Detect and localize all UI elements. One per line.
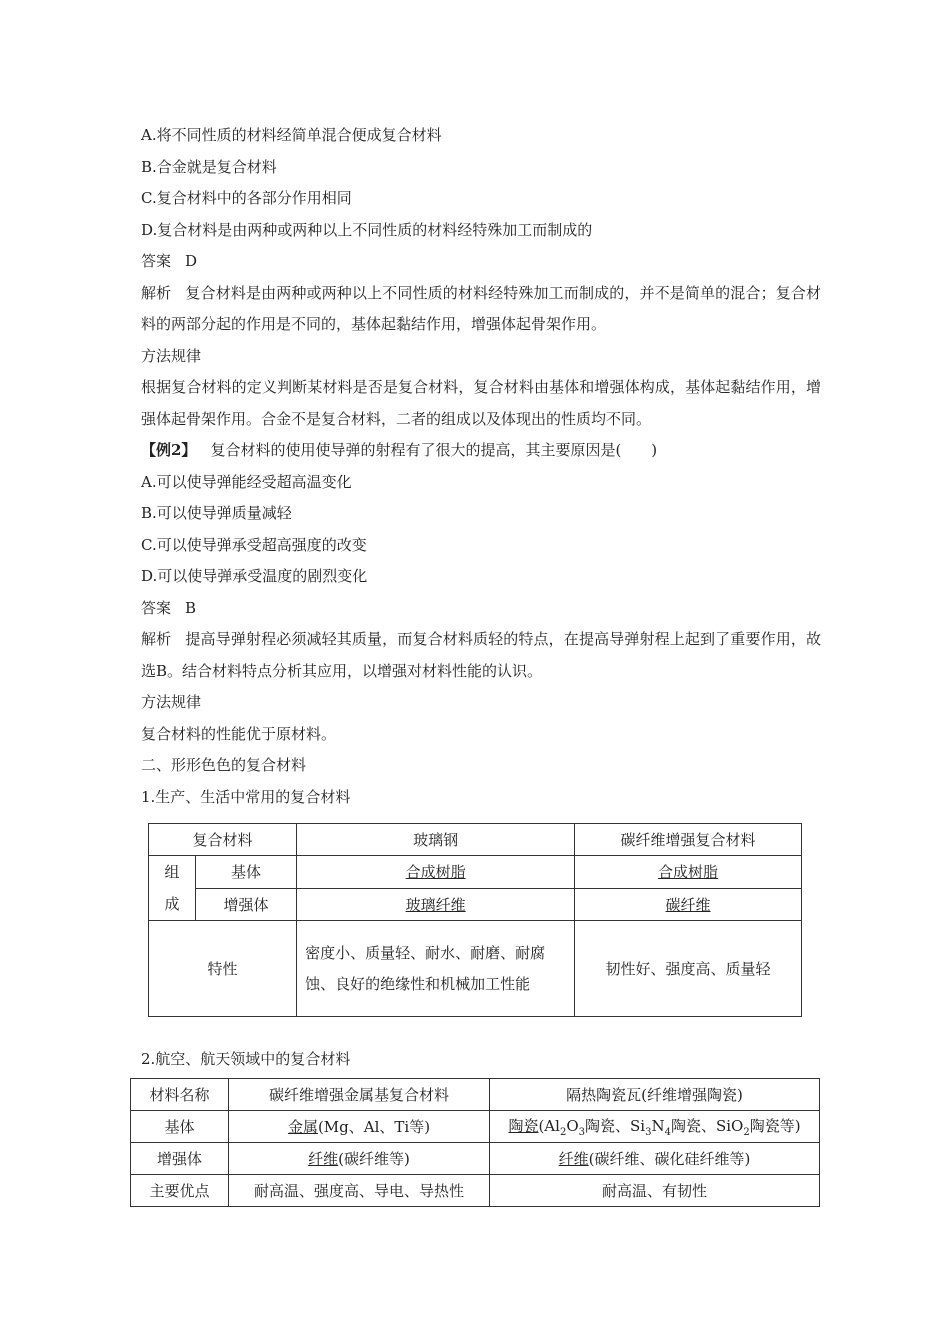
composite-materials-table	[148, 823, 802, 1017]
q1-option-a: A.将不同性质的材料经简单混合便成复合材料	[141, 126, 442, 144]
row-label: 增强体	[196, 888, 297, 921]
analysis-text: 复合材料是由两种或两种以上不同性质的材料经特殊加工而制成的，并不是简单的混合；复合材料的两部分起的作用是不同的，基体起黏结作用，增强体起骨架作用。	[141, 283, 821, 333]
example-tag: 【例2】	[141, 441, 197, 459]
q2-stem-text: 复合材料的使用使导弹的射程有了很大的提高，其主要原因是( )	[210, 441, 658, 459]
q2-method-label: 方法规律	[141, 693, 202, 711]
q2-option-d: D.可以使导弹承受温度的剧烈变化	[141, 567, 368, 585]
table-cell: 合成树脂	[575, 856, 802, 889]
row-label: 特性	[149, 921, 297, 1017]
answer-label: 答案	[141, 598, 172, 617]
table-cell: 碳纤维	[575, 888, 802, 921]
q1-analysis	[141, 278, 821, 341]
table-cell: 韧性好、强度高、质量轻	[575, 921, 802, 1017]
table-cell: 金属(Mg、Al、Ti等)	[229, 1111, 490, 1143]
row-label: 主要优点	[131, 1175, 229, 1207]
q2-option-a: A.可以使导弹能经受超高温变化	[141, 472, 352, 491]
table-cell: 陶瓷($Al_2O_3$陶瓷、$Si_3N_4$陶瓷、SiO$_2$陶瓷等)	[490, 1111, 820, 1143]
table-cell: 纤维(碳纤维等)	[229, 1143, 490, 1175]
table-cell: 耐高温、强度高、导电、导热性	[229, 1175, 490, 1207]
document-body	[141, 120, 821, 813]
q1-method-text: 根据复合材料的定义判断某材料是否是复合材料，复合材料由基体和增强体构成，基体起黏结作用，增强体起骨架作用。合金不是复合材料，二者的组成以及体现出的性质均不同。	[141, 378, 821, 428]
subsection-title-2: 2.航空、航天领域中的复合材料	[141, 1050, 351, 1068]
q1-method-label: 方法规律	[141, 346, 202, 365]
table-cell: 纤维(碳纤维、碳化硅纤维等)	[490, 1143, 820, 1175]
row-label: 基体	[131, 1111, 229, 1143]
q2-answer	[141, 593, 821, 625]
q2-stem	[141, 435, 821, 467]
table-cell: 合成树脂	[297, 856, 575, 889]
q2-option-b: B.可以使导弹质量减轻	[141, 504, 292, 522]
q1-answer	[141, 246, 821, 278]
q2-option-c: C.可以使导弹承受超高强度的改变	[141, 535, 367, 554]
table-header: 碳纤维增强复合材料	[575, 824, 802, 856]
table-header: 玻璃钢	[297, 824, 575, 856]
table-cell: 玻璃纤维	[297, 888, 575, 921]
table-header: 碳纤维增强金属基复合材料	[229, 1079, 490, 1111]
table-header: 隔热陶瓷瓦(纤维增强陶瓷)	[490, 1079, 820, 1111]
section-title: 二、形形色色的复合材料	[141, 756, 307, 774]
table-header: 复合材料	[149, 824, 297, 856]
analysis-label: 解析	[141, 283, 172, 302]
table-header: 材料名称	[131, 1079, 229, 1111]
aerospace-materials-table	[130, 1078, 820, 1207]
row-label: 基体	[196, 856, 297, 889]
table-cell: 耐高温、有韧性	[490, 1175, 820, 1207]
subsection-title-1: 1.生产、生活中常用的复合材料	[141, 787, 351, 806]
answer-value: D	[185, 252, 198, 270]
answer-value: B	[185, 598, 197, 617]
analysis-label: 解析	[141, 630, 172, 648]
row-label: 增强体	[131, 1143, 229, 1175]
q2-method-text: 复合材料的性能优于原材料。	[141, 724, 337, 743]
table-cell: 密度小、质量轻、耐水、耐磨、耐腐蚀、良好的绝缘性和机械加工性能	[297, 921, 575, 1017]
q1-option-d: D.复合材料是由两种或两种以上不同性质的材料经特殊加工而制成的	[141, 220, 593, 239]
q1-option-b: B.合金就是复合材料	[141, 157, 277, 176]
q2-analysis	[141, 624, 821, 687]
analysis-text: 提高导弹射程必须减轻其质量，而复合材料质轻的特点，在提高导弹射程上起到了重要作用，故选B。结合材料特点分析其应用，以增强对材料性能的认识。	[141, 630, 821, 680]
answer-label: 答案	[141, 252, 172, 270]
q1-option-c: C.复合材料中的各部分作用相同	[141, 189, 352, 207]
group-label: 组 成	[149, 856, 196, 921]
